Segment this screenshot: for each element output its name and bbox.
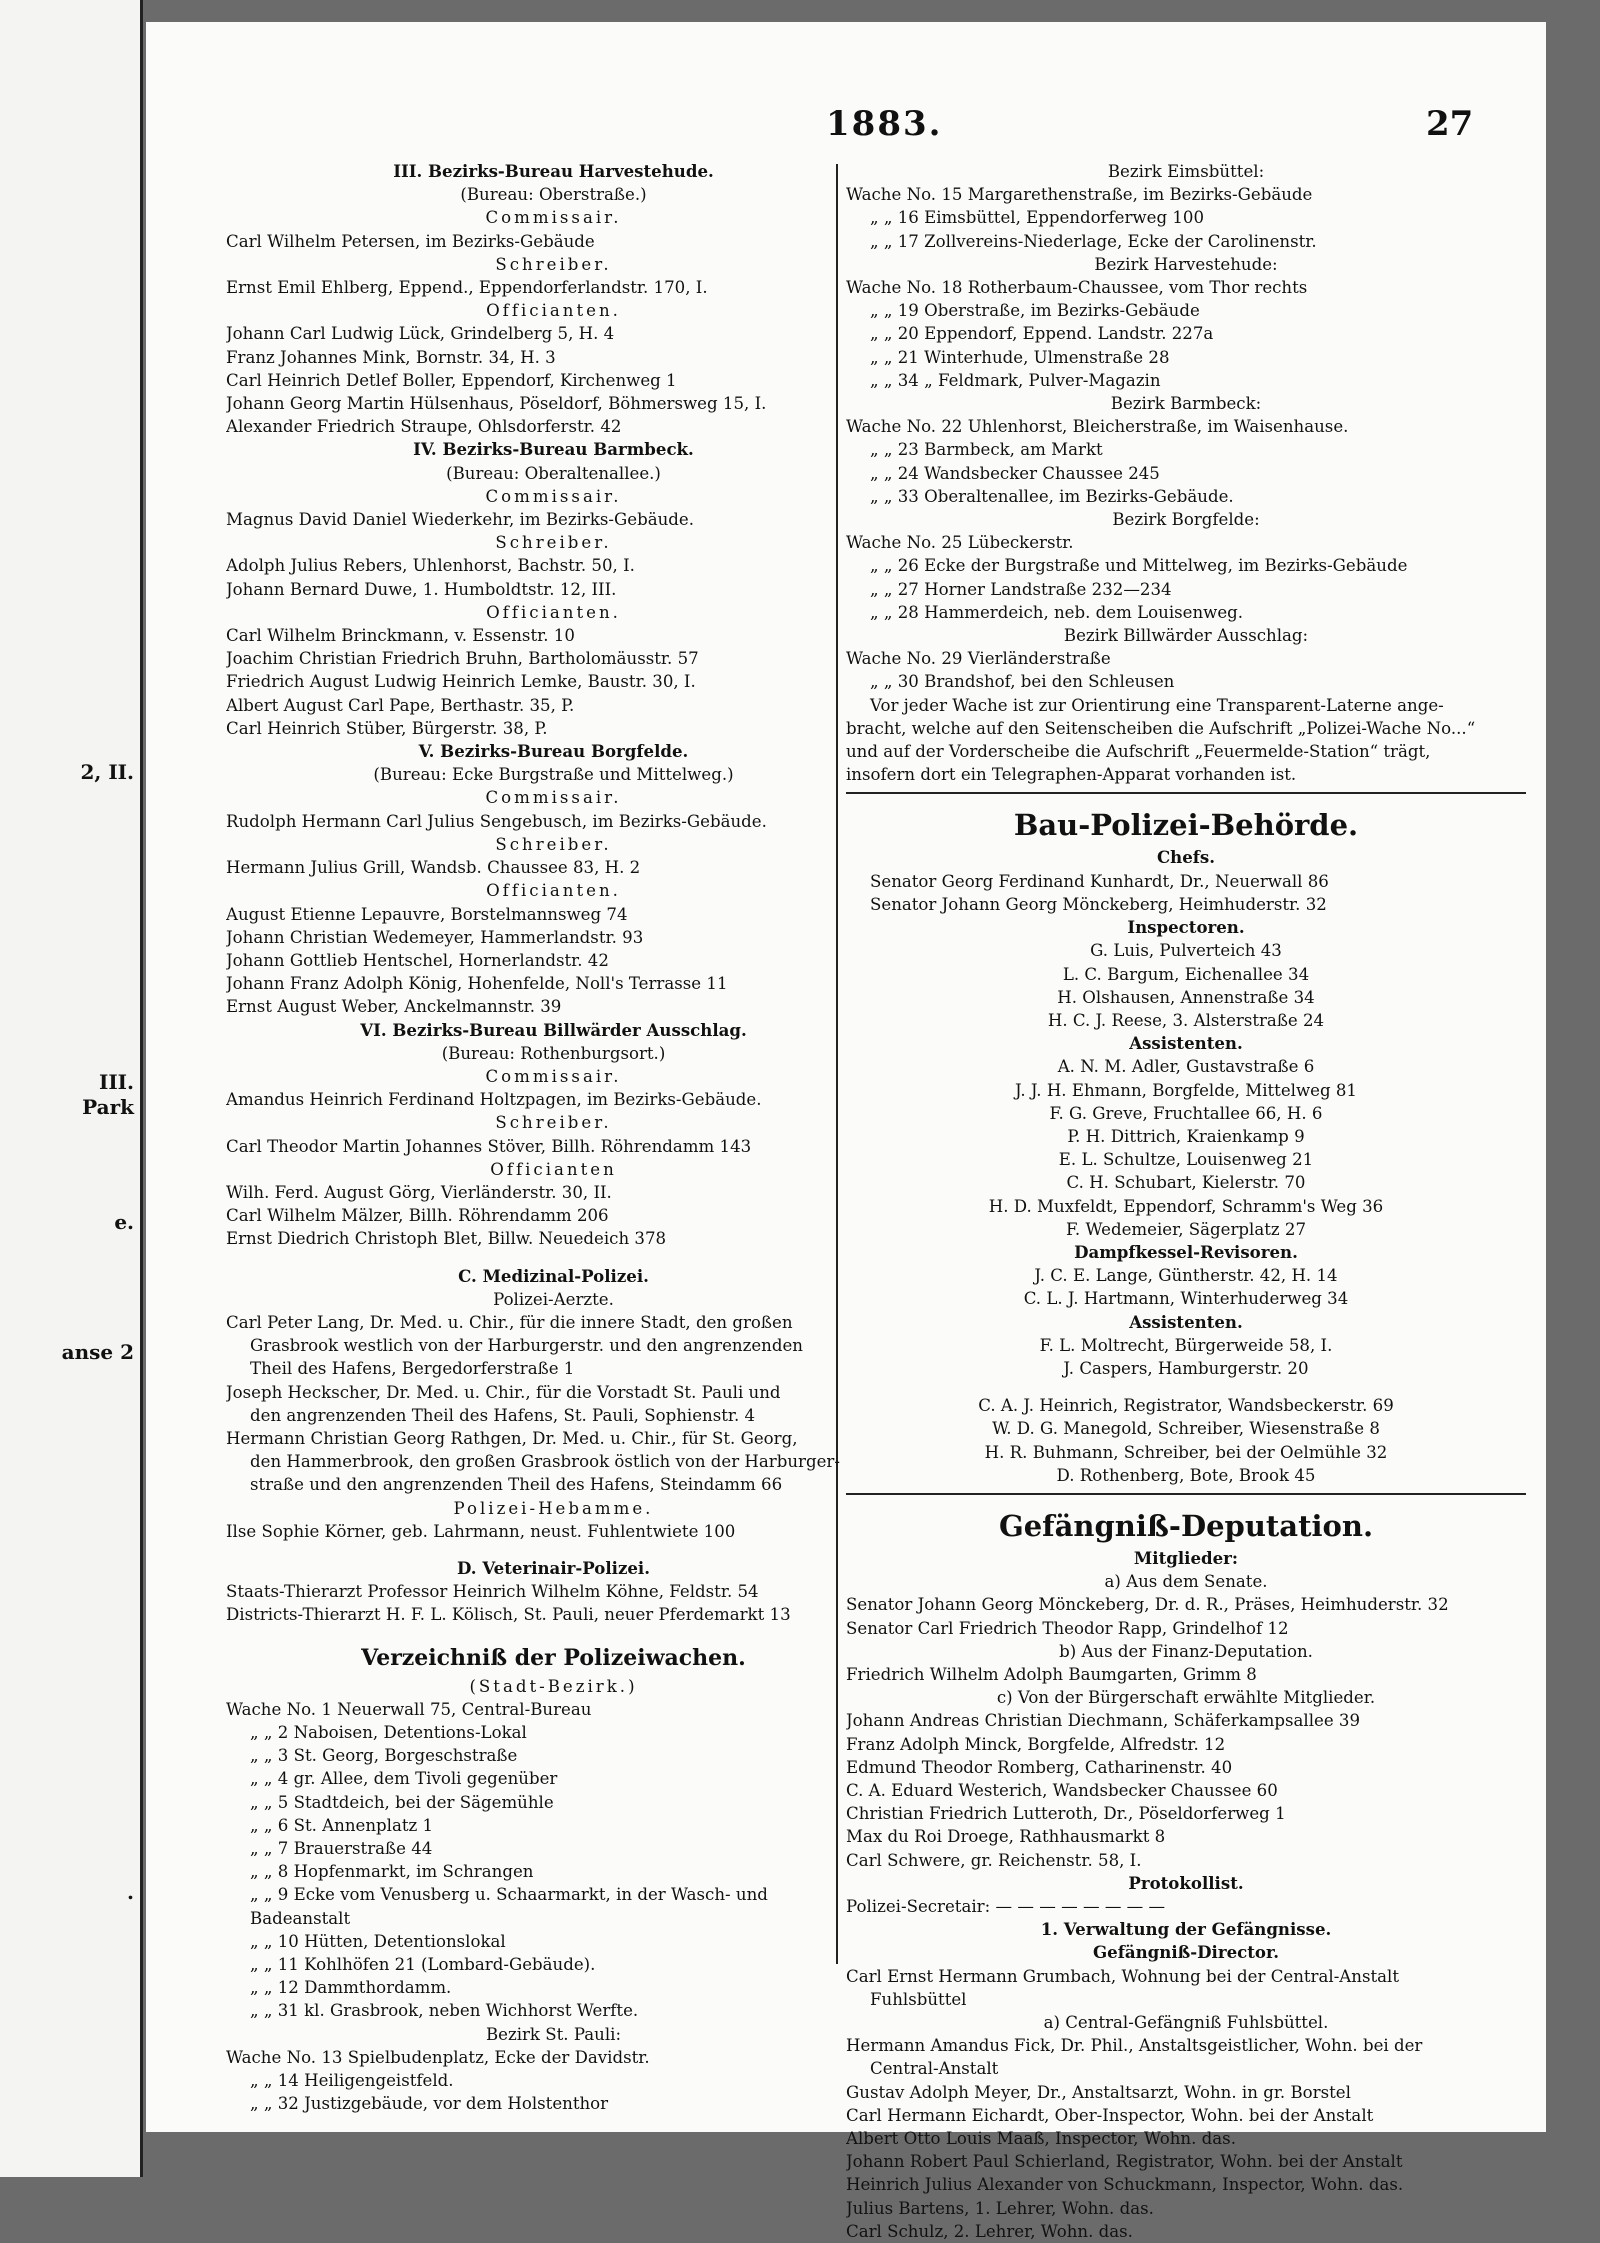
text-line: Christian Friedrich Lutteroth, Dr., Pöseldorferweg 1 xyxy=(846,1804,1286,1824)
text-line: IV. Bezirks-Bureau Barmbeck. xyxy=(413,439,694,460)
text-line: D. Veterinair-Polizei. xyxy=(456,1557,651,1578)
text-line: „ „ 8 Hopfenmarkt, im Schrangen xyxy=(250,1862,534,1882)
text-line: a) Central-Gefängniß Fuhlsbüttel. xyxy=(1043,2013,1329,2033)
text-line: „ „ 34 „ Feldmark, Pulver-Magazin xyxy=(870,370,1161,390)
text-line: H. D. Muxfeldt, Eppendorf, Schramm's Weg 36 xyxy=(988,1196,1384,1216)
text-line: Johann Christian Wedemeyer, Hammerlandstr. 93 xyxy=(226,927,644,947)
text-line: Schreiber. xyxy=(495,533,612,553)
section-heading: Gefängniß-Deputation. xyxy=(998,1508,1374,1543)
text-line: „ „ 6 St. Annenplatz 1 xyxy=(250,1815,434,1835)
text-line: Magnus David Daniel Wiederkehr, im Bezirks-Gebäude. xyxy=(226,510,695,530)
adjacent-page-edge xyxy=(0,0,143,2177)
text-line: Fuhlsbüttel xyxy=(870,1989,967,2009)
text-line: „ „ 7 Brauerstraße 44 xyxy=(250,1839,433,1859)
text-line: Bezirk St. Pauli: xyxy=(485,2024,622,2044)
section-rule xyxy=(846,792,1526,794)
text-line: Mitglieder: xyxy=(1133,1547,1239,1568)
text-line: Bezirk Borgfelde: xyxy=(1112,510,1260,530)
text-line: D. Rothenberg, Bote, Brook 45 xyxy=(1056,1465,1316,1485)
text-line: Friedrich August Ludwig Heinrich Lemke, Baustr. 30, I. xyxy=(226,672,696,692)
adjacent-page-fragment: Park xyxy=(82,1095,134,1119)
text-line: „ „ 10 Hütten, Detentionslokal xyxy=(250,1931,506,1951)
text-line: „ „ 16 Eimsbüttel, Eppendorferweg 100 xyxy=(870,208,1205,228)
text-line: L. C. Bargum, Eichenallee 34 xyxy=(1062,964,1310,984)
text-line: Adolph Julius Rebers, Uhlenhorst, Bachstr. 50, I. xyxy=(226,556,635,576)
text-line: Bezirk Barmbeck: xyxy=(1110,394,1262,414)
text-line: Amandus Heinrich Ferdinand Holtzpagen, im Bezirks-Gebäude. xyxy=(226,1090,762,1110)
text-line: Johann Robert Paul Schierland, Registrator, Wohn. bei der Anstalt xyxy=(846,2152,1403,2172)
adjacent-page-fragment: III. xyxy=(98,1070,134,1094)
text-line: Friedrich Wilhelm Adolph Baumgarten, Grimm 8 xyxy=(846,1664,1257,1684)
text-line: Grasbrook westlich von der Harburgerstr. und den angrenzenden xyxy=(250,1336,803,1356)
text-line: H. Olshausen, Annenstraße 34 xyxy=(1057,987,1315,1007)
text-line: Commissair. xyxy=(485,208,622,228)
text-line: Carl Heinrich Detlef Boller, Eppendorf, Kirchenweg 1 xyxy=(226,370,677,390)
text-line: „ „ 26 Ecke der Burgstraße und Mittelweg, im Bezirks-Gebäude xyxy=(870,556,1408,576)
text-line: (Bureau: Oberaltenallee.) xyxy=(446,463,661,483)
text-line: „ „ 2 Naboisen, Detentions-Lokal xyxy=(250,1723,527,1742)
text-line: „ „ 5 Stadtdeich, bei der Sägemühle xyxy=(250,1792,554,1812)
text-line: Carl Ernst Hermann Grumbach, Wohnung bei der Central-Anstalt xyxy=(846,1966,1400,1986)
text-line: Staats-Thierarzt Professor Heinrich Wilhelm Köhne, Feldstr. 54 xyxy=(226,1582,759,1602)
text-line: C. A. J. Heinrich, Registrator, Wandsbeckerstr. 69 xyxy=(978,1396,1394,1416)
text-line: Bezirk Eimsbüttel: xyxy=(1107,162,1265,181)
text-line: Albert Otto Louis Maaß, Inspector, Wohn. das. xyxy=(846,2129,1236,2149)
text-line: Joachim Christian Friedrich Bruhn, Bartholomäusstr. 57 xyxy=(226,649,699,669)
text-line: Hermann Christian Georg Rathgen, Dr. Med. u. Chir., für St. Georg, xyxy=(226,1428,798,1448)
text-line: „ „ 27 Horner Landstraße 232—234 xyxy=(870,579,1172,599)
text-line: Franz Adolph Minck, Borgfelde, Alfredstr. 12 xyxy=(846,1734,1226,1754)
text-line: Wache No. 15 Margarethenstraße, im Bezirks-Gebäude xyxy=(846,185,1313,205)
text-line: J. C. E. Lange, Güntherstr. 42, H. 14 xyxy=(1034,1266,1338,1286)
text-line: Bezirk Harvestehude: xyxy=(1094,254,1278,274)
text-line: Schreiber. xyxy=(495,1113,612,1133)
text-line: „ „ 20 Eppendorf, Eppend. Landstr. 227a xyxy=(870,324,1214,344)
text-line: Johann Bernard Duwe, 1. Humboldtstr. 12, III. xyxy=(226,579,617,599)
text-line: Wache No. 22 Uhlenhorst, Bleicherstraße, im Waisenhause. xyxy=(846,417,1349,437)
text-line: „ „ 33 Oberaltenallee, im Bezirks-Gebäude. xyxy=(870,486,1234,506)
text-line: Polizei-Aerzte. xyxy=(493,1289,614,1309)
text-line: „ „ 17 Zollvereins-Niederlage, Ecke der Carolinenstr. xyxy=(870,231,1317,251)
text-line: Carl Peter Lang, Dr. Med. u. Chir., für die innere Stadt, den großen xyxy=(226,1312,793,1332)
page-year: 1883. xyxy=(826,104,943,144)
text-line: Commissair. xyxy=(485,1066,622,1086)
text-line: und auf der Vorderscheibe die Aufschrift „Feuermelde-Station“ trägt, xyxy=(846,742,1431,762)
text-line: Senator Johann Georg Mönckeberg, Dr. d. R., Präses, Heimhuderstr. 32 xyxy=(846,1595,1449,1615)
text-line: Commissair. xyxy=(485,788,622,808)
text-line: V. Bezirks-Bureau Borgfelde. xyxy=(418,741,689,762)
text-line: Ilse Sophie Körner, geb. Lahrmann, neust. Fuhlentwiete 100 xyxy=(226,1521,736,1541)
text-line: VI. Bezirks-Bureau Billwärder Ausschlag. xyxy=(360,1019,747,1040)
text-line: Rudolph Hermann Carl Julius Sengebusch, im Bezirks-Gebäude. xyxy=(226,811,767,831)
text-line: Julius Bartens, 1. Lehrer, Wohn. das. xyxy=(846,2198,1154,2218)
text-line: Carl Schwere, gr. Reichenstr. 58, I. xyxy=(846,1850,1142,1870)
text-line: Schreiber. xyxy=(495,834,612,854)
text-line: Carl Theodor Martin Johannes Stöver, Billh. Röhrendamm 143 xyxy=(226,1136,752,1156)
text-line: (Stadt-Bezirk.) xyxy=(469,1676,638,1696)
text-line: Max du Roi Droege, Rathhausmarkt 8 xyxy=(846,1827,1166,1847)
text-line: Assistenten. xyxy=(1129,1033,1243,1054)
text-line: Theil des Hafens, Bergedorferstraße 1 xyxy=(250,1359,575,1379)
text-line xyxy=(846,1380,1526,1394)
text-line: F. Wedemeier, Sägerplatz 27 xyxy=(1065,1219,1307,1239)
section-rule xyxy=(846,1493,1526,1495)
text-line: Senator Georg Ferdinand Kunhardt, Dr., Neuerwall 86 xyxy=(870,871,1329,891)
text-line: P. H. Dittrich, Kraienkamp 9 xyxy=(1067,1126,1305,1146)
text-line: Wache No. 29 Vierländerstraße xyxy=(846,649,1111,669)
text-line: Assistenten. xyxy=(1129,1311,1243,1332)
text-line: Ernst Diedrich Christoph Blet, Billw. Neuedeich 378 xyxy=(226,1229,667,1249)
text-line: Badeanstalt xyxy=(250,1908,351,1928)
text-line: „ „ 14 Heiligengeistfeld. xyxy=(250,2071,454,2091)
text-line: a) Aus dem Senate. xyxy=(1104,1572,1268,1592)
text-line: Senator Carl Friedrich Theodor Rapp, Grindelhof 12 xyxy=(846,1618,1289,1638)
text-line: 1. Verwaltung der Gefängnisse. xyxy=(1040,1919,1332,1940)
text-line: Officianten. xyxy=(486,602,621,622)
text-line: J. Caspers, Hamburgerstr. 20 xyxy=(1063,1358,1309,1378)
text-line: „ „ 19 Oberstraße, im Bezirks-Gebäude xyxy=(870,301,1200,321)
text-line: Inspectoren. xyxy=(1127,917,1245,938)
text-line: Albert August Carl Pape, Berthastr. 35, P. xyxy=(226,695,575,715)
text-line: Johann Gottlieb Hentschel, Hornerlandstr. 42 xyxy=(226,950,609,970)
text-line: F. G. Greve, Fruchtallee 66, H. 6 xyxy=(1049,1103,1323,1123)
text-line: den angrenzenden Theil des Hafens, St. Pauli, Sophienstr. 4 xyxy=(250,1405,756,1425)
text-line: C. L. J. Hartmann, Winterhuderweg 34 xyxy=(1023,1289,1349,1309)
text-line: E. L. Schultze, Louisenweg 21 xyxy=(1058,1150,1314,1170)
text-line: Edmund Theodor Romberg, Catharinenstr. 40 xyxy=(846,1757,1233,1777)
text-line: Wache No. 25 Lübeckerstr. xyxy=(846,533,1074,553)
text-line: Dampfkessel-Revisoren. xyxy=(1074,1241,1298,1262)
text-line: Gustav Adolph Meyer, Dr., Anstaltsarzt, Wohn. in gr. Borstel xyxy=(846,2082,1351,2102)
text-line: „ „ 23 Barmbeck, am Markt xyxy=(870,440,1103,460)
adjacent-page-fragment: 2, II. xyxy=(80,760,134,784)
text-line: F. L. Moltrecht, Bürgerweide 58, I. xyxy=(1039,1335,1333,1355)
text-line xyxy=(226,1543,881,1557)
text-line: Senator Johann Georg Mönckeberg, Heimhuderstr. 32 xyxy=(870,894,1327,914)
text-line: „ „ 31 kl. Grasbrook, neben Wichhorst Werfte. xyxy=(250,2001,639,2021)
text-line: Johann Andreas Christian Diechmann, Schäferkampsallee 39 xyxy=(846,1711,1361,1731)
text-line: Carl Heinrich Stüber, Bürgerstr. 38, P. xyxy=(226,718,548,738)
text-line: „ „ 28 Hammerdeich, neb. dem Louisenweg. xyxy=(870,602,1244,622)
text-line: (Bureau: Ecke Burgstraße und Mittelweg.) xyxy=(373,765,734,785)
text-line: Carl Wilhelm Mälzer, Billh. Röhrendamm 206 xyxy=(226,1206,609,1226)
text-line: Officianten xyxy=(490,1159,617,1179)
text-line: „ „ 3 St. Georg, Borgeschstraße xyxy=(250,1746,518,1766)
text-line: (Bureau: Rothenburgsort.) xyxy=(441,1043,666,1063)
text-line: (Bureau: Oberstraße.) xyxy=(460,185,647,205)
text-line xyxy=(226,1251,881,1265)
text-line: H. R. Buhmann, Schreiber, bei der Oelmühle 32 xyxy=(984,1442,1388,1462)
text-line: „ „ 32 Justizgebäude, vor dem Holstenthor xyxy=(250,2094,609,2114)
text-line: C. A. Eduard Westerich, Wandsbecker Chaussee 60 xyxy=(846,1781,1278,1800)
text-line: Franz Johannes Mink, Bornstr. 34, H. 3 xyxy=(226,347,556,367)
section-heading: Verzeichniß der Polizeiwachen. xyxy=(361,1644,746,1671)
document-page xyxy=(146,22,1546,2241)
text-line: Officianten. xyxy=(486,881,621,901)
text-line: Johann Carl Ludwig Lück, Grindelberg 5, H. 4 xyxy=(226,324,615,344)
text-line xyxy=(226,1627,881,1641)
text-line: Heinrich Julius Alexander von Schuckmann, Inspector, Wohn. das. xyxy=(846,2175,1404,2195)
text-line: insofern dort ein Telegraphen-Apparat vorhanden ist. xyxy=(846,765,1297,785)
adjacent-page-fragment: . xyxy=(127,1880,134,1904)
text-line: Schreiber. xyxy=(495,254,612,274)
text-line: Johann Georg Martin Hülsenhaus, Pöseldorf, Böhmersweg 15, I. xyxy=(226,394,767,414)
text-line: b) Aus der Finanz-Deputation. xyxy=(1059,1641,1313,1661)
section-heading: Bau-Polizei-Behörde. xyxy=(1013,808,1359,843)
text-line: A. N. M. Adler, Gustavstraße 6 xyxy=(1057,1057,1315,1077)
text-line: den Hammerbrook, den großen Grasbrook östlich von der Harburger- xyxy=(250,1452,840,1472)
text-line: Hermann Amandus Fick, Dr. Phil., Anstaltsgeistlicher, Wohn. bei der xyxy=(846,2036,1423,2056)
text-line: Alexander Friedrich Straupe, Ohlsdorferstr. 42 xyxy=(226,417,622,437)
text-line: Vor jeder Wache ist zur Orientirung eine Transparent-Laterne ange- xyxy=(870,695,1444,715)
text-line: Carl Hermann Eichardt, Ober-Inspector, Wohn. bei der Anstalt xyxy=(846,2105,1374,2125)
text-line: Carl Wilhelm Petersen, im Bezirks-Gebäude xyxy=(226,231,595,251)
text-line: Districts-Thierarzt H. F. L. Kölisch, St. Pauli, neuer Pferdemarkt 13 xyxy=(226,1605,791,1625)
text-line: „ „ 4 gr. Allee, dem Tivoli gegenüber xyxy=(250,1769,558,1789)
text-line: Carl Wilhelm Brinckmann, v. Essenstr. 10 xyxy=(226,626,575,646)
text-line: J. J. H. Ehmann, Borgfelde, Mittelweg 81 xyxy=(1015,1080,1357,1100)
text-line: Johann Franz Adolph König, Hohenfelde, Noll's Terrasse 11 xyxy=(226,974,728,994)
text-line: Ernst August Weber, Anckelmannstr. 39 xyxy=(226,997,562,1017)
text-line: III. Bezirks-Bureau Harvestehude. xyxy=(393,161,714,181)
text-line: c) Von der Bürgerschaft erwählte Mitglieder. xyxy=(996,1688,1376,1708)
text-line: Commissair. xyxy=(485,486,622,506)
text-line: „ „ 24 Wandsbecker Chaussee 245 xyxy=(870,463,1160,483)
text-line: „ „ 30 Brandshof, bei den Schleusen xyxy=(870,672,1175,692)
text-line: Central-Anstalt xyxy=(870,2059,999,2079)
text-line: Protokollist. xyxy=(1128,1872,1244,1893)
left-column xyxy=(226,160,881,2115)
text-line: H. C. J. Reese, 3. Alsterstraße 24 xyxy=(1047,1010,1325,1030)
text-line: C. H. Schubart, Kielerstr. 70 xyxy=(1066,1173,1306,1193)
text-line: straße und den angrenzenden Theil des Hafens, Steindamm 66 xyxy=(250,1475,783,1495)
text-line: bracht, welche auf den Seitenscheiben die Aufschrift „Polizei-Wache No...“ xyxy=(846,718,1476,738)
adjacent-page-fragment: anse 2 xyxy=(61,1340,134,1364)
text-line: Wache No. 13 Spielbudenplatz, Ecke der Davidstr. xyxy=(226,2047,650,2067)
text-line: Bezirk Billwärder Ausschlag: xyxy=(1063,626,1309,646)
text-line: Wilh. Ferd. August Görg, Vierländerstr. 30, II. xyxy=(226,1182,612,1202)
text-line: C. Medizinal-Polizei. xyxy=(458,1265,649,1286)
text-line: Polizei-Hebamme. xyxy=(453,1498,654,1518)
text-line: Wache No. 18 Rotherbaum-Chaussee, vom Thor rechts xyxy=(846,278,1308,298)
adjacent-page-fragment: e. xyxy=(114,1210,134,1234)
text-line: W. D. G. Manegold, Schreiber, Wiesenstraße 8 xyxy=(992,1419,1380,1439)
text-line: Polizei-Secretair: — — — — — — — — xyxy=(846,1897,1166,1917)
text-line: Joseph Heckscher, Dr. Med. u. Chir., für die Vorstadt St. Pauli und xyxy=(226,1382,781,1402)
text-line: August Etienne Lepauvre, Borstelmannsweg 74 xyxy=(226,904,628,924)
text-line: „ „ 21 Winterhude, Ulmenstraße 28 xyxy=(870,347,1170,367)
text-line: Chefs. xyxy=(1156,847,1216,868)
text-line: „ „ 12 Dammthordamm. xyxy=(250,1978,452,1998)
text-line: Officianten. xyxy=(486,301,621,321)
text-line: Ernst Emil Ehlberg, Eppend., Eppendorferlandstr. 170, I. xyxy=(226,278,708,298)
text-line: Gefängniß-Director. xyxy=(1093,1942,1279,1963)
text-line: Wache No. 1 Neuerwall 75, Central-Bureau xyxy=(226,1699,592,1719)
text-line: Carl Schulz, 2. Lehrer, Wohn. das. xyxy=(846,2221,1133,2241)
text-line: G. Luis, Pulverteich 43 xyxy=(1090,941,1282,961)
text-line: Hermann Julius Grill, Wandsb. Chaussee 83, H. 2 xyxy=(226,858,641,878)
text-line: „ „ 9 Ecke vom Venusberg u. Schaarmarkt, in der Wasch- und xyxy=(250,1885,768,1905)
right-column xyxy=(846,160,1526,2243)
text-line: „ „ 11 Kohlhöfen 21 (Lombard-Gebäude). xyxy=(250,1955,596,1975)
page-number: 27 xyxy=(1426,104,1474,144)
